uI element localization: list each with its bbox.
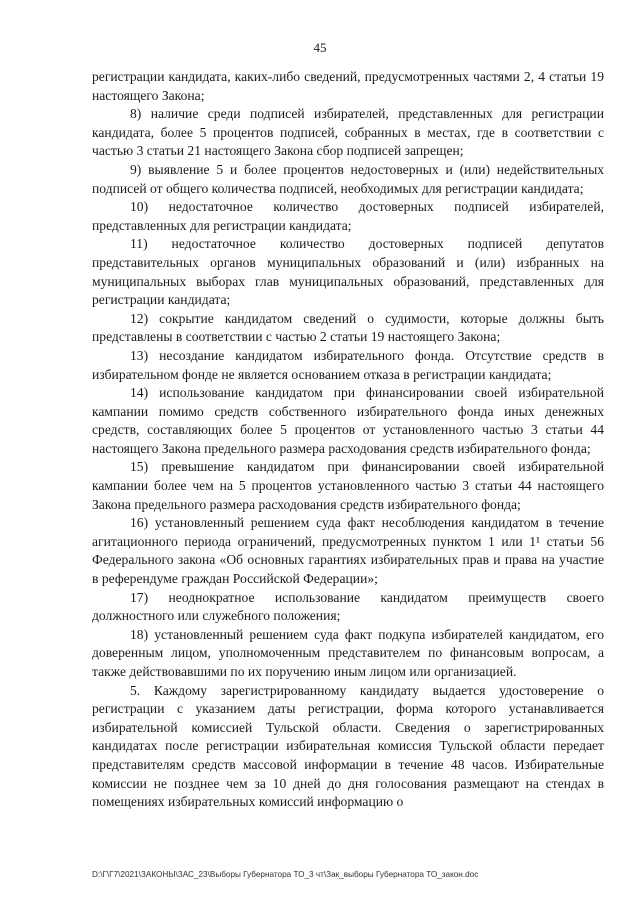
paragraph-item-13: 13) несоздание кандидатом избирательного фонда. Отсутствие средств в избирательном фонде не является основанием отказа в регистрации кандидата;	[92, 347, 604, 382]
paragraph-item-11: 11) недостаточное количество достоверных подписей депутатов представительных органов муниципальных образований и (или) избранных на муниципальных выборах глав муниципальных образований, представленных для регистрации кандидата;	[92, 236, 604, 308]
page-number: 45	[313, 40, 327, 55]
footer-file-path: D:\Г\Г7\2021\ЗАКОНЫ\ЗАС_23\Выборы Губернатора ТО_3 чт\Зак_выборы Губернатора ТО_закон.doc	[92, 870, 479, 879]
paragraph-item-15: 15) превышение кандидатом при финансировании своей избирательной кампании более чем на 5 процентов установленного частью 3 статьи 44 настоящего Закона предельного размера расходования средств избирательного фонда;	[92, 459, 604, 512]
document-body	[92, 68, 604, 812]
paragraph-item-14: 14) использование кандидатом при финансировании своей избирательной кампании помимо средств собственного избирательного фонда иных денежных средств, составляющих более 5 процентов от установленного частью 3 статьи 44 настоящего Закона предельного размера расходования средств избирательного фонда;	[92, 385, 604, 456]
paragraph-section-5: 5. Каждому зарегистрированному кандидату выдается удостоверение о регистрации с указанием даты регистрации, форма которого устанавливается избирательной комиссией Тульской области. Сведения о зарегистрированных кандидатах после регистрации избирательная комиссия Тульской области передает представителям средств массовой информации в течение 48 часов. Избирательные комиссии не позднее чем за 10 дней до дня голосования размещают на стендах в помещениях избирательных комиссий информацию о	[92, 682, 604, 810]
paragraph-item-10: 10) недостаточное количество достоверных подписей избирателей, представленных для регистрации кандидата;	[92, 199, 604, 233]
paragraph-item-16: 16) установленный решением суда факт несоблюдения кандидатом в течение агитационного периода ограничений, предусмотренных пунктом 1 или 1¹ статьи 56 Федерального закона «Об основных гарантиях избирательных прав и права на участие в референдуме граждан Российской Федерации»;	[92, 515, 604, 587]
paragraph-item-12: 12) сокрытие кандидатом сведений о судимости, которые должны быть представлены в соответствии с частью 2 статьи 19 настоящего Закона;	[92, 310, 604, 345]
paragraph-item-9: 9) выявление 5 и более процентов недостоверных и (или) недействительных подписей от общего количества подписей, необходимых для регистрации кандидата;	[92, 161, 604, 196]
paragraph-item-8: 8) наличие среди подписей избирателей, представленных для регистрации кандидата, более 5 процентов подписей, собранных в местах, где в соответствии с частью 3 статьи 21 настоящего Закона сбор подписей запрещен;	[92, 106, 604, 159]
paragraph-item-17: 17) неоднократное использование кандидатом преимуществ своего должностного или служебного положения;	[92, 589, 604, 624]
paragraph-continuation: регистрации кандидата, каких-либо сведений, предусмотренных частями 2, 4 статьи 19 настоящего Закона;	[92, 69, 604, 103]
paragraph-item-18: 18) установленный решением суда факт подкупа избирателей кандидатом, его доверенным лицом, уполномоченным представителем по финансовым вопросам, а также действовавшими по их поручению иным лицом или организацией.	[92, 626, 604, 679]
